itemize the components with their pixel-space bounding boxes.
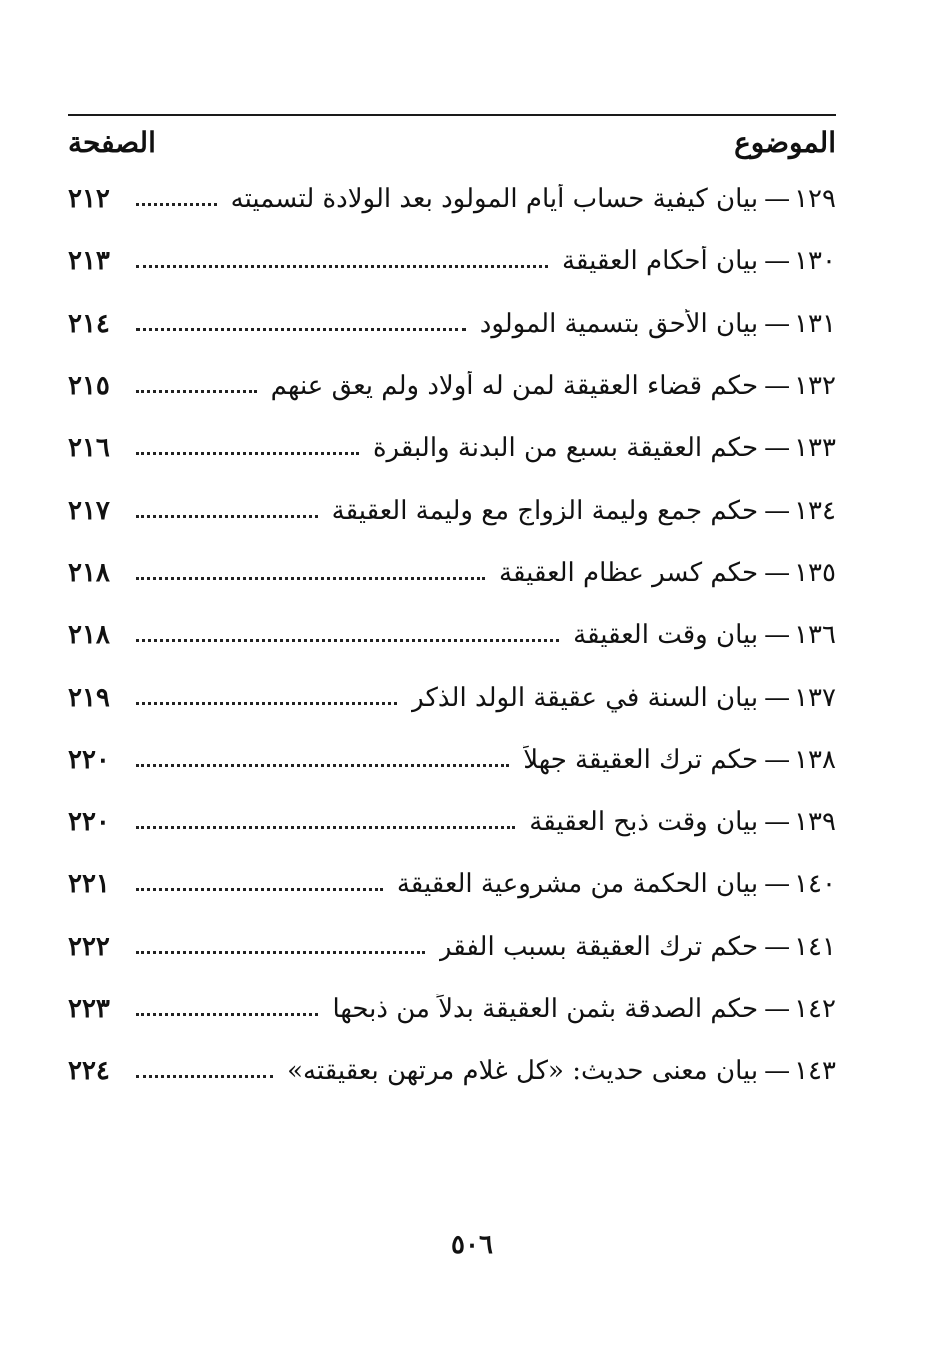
entry-dash: — (764, 495, 791, 526)
entry-page: ٢١٦ (68, 433, 110, 464)
entry-title: بيان معنى حديث: «كل غلام مرتهن بعقيقته» (287, 1056, 759, 1087)
entry-number: ١٣٦ (794, 620, 836, 651)
entry-dash: — (764, 869, 791, 900)
entry-title: بيان وقت العقيقة (573, 620, 759, 651)
toc-header (68, 120, 836, 164)
dot-leader (136, 825, 515, 829)
toc-list (68, 168, 836, 1102)
toc-entry (68, 1040, 836, 1102)
page-number: ٥٠٦ (451, 1230, 493, 1260)
entry-dash: — (764, 433, 791, 464)
dot-leader (136, 327, 466, 331)
entry-number: ١٣٢ (794, 371, 836, 402)
entry-page: ٢١٩ (68, 682, 110, 713)
entry-number: ١٣٧ (794, 682, 836, 713)
entry-title: بيان وقت ذبح العقيقة (529, 807, 759, 838)
entry-dash: — (764, 184, 791, 215)
toc-entry (68, 479, 836, 541)
entry-page: ٢١٧ (68, 495, 110, 526)
entry-number: ١٣١ (794, 308, 836, 339)
toc-entry (68, 791, 836, 853)
entry-dash: — (764, 308, 791, 339)
toc-entry (68, 355, 836, 417)
toc-entry (68, 417, 836, 479)
toc-entry (68, 978, 836, 1040)
toc-entry (68, 666, 836, 728)
entry-number: ١٣٥ (794, 557, 836, 588)
dot-leader (136, 389, 257, 393)
entry-dash: — (764, 246, 791, 277)
entry-number: ١٤١ (794, 931, 836, 962)
entry-number: ١٤٣ (794, 1056, 836, 1087)
dot-leader (136, 1012, 318, 1016)
entry-dash: — (764, 1056, 791, 1087)
entry-page: ٢١٢ (68, 184, 110, 215)
entry-page: ٢٢٠ (68, 744, 110, 775)
entry-dash: — (764, 994, 791, 1024)
entry-dash: — (764, 744, 791, 775)
toc-entry (68, 916, 836, 978)
entry-title: بيان الأحق بتسمية المولود (479, 308, 759, 339)
entry-title: بيان السنة في عقيقة الولد الذكر (411, 682, 759, 713)
toc-entry (68, 729, 836, 791)
topic-column-label: الموضوع (734, 125, 836, 159)
entry-title: حكم الصدقة بثمن العقيقة بدلاً من ذبحها (332, 994, 759, 1024)
entry-page: ٢٢٠ (68, 807, 110, 838)
entry-page: ٢٢٣ (68, 994, 110, 1024)
entry-title: بيان الحكمة من مشروعية العقيقة (396, 869, 759, 900)
entry-number: ١٣٨ (794, 744, 836, 775)
toc-entry (68, 604, 836, 666)
entry-number: ١٢٩ (794, 184, 836, 215)
entry-number: ١٣٣ (794, 433, 836, 464)
entry-dash: — (764, 371, 791, 402)
dot-leader (136, 576, 485, 580)
dot-leader (136, 451, 359, 455)
entry-dash: — (764, 620, 791, 651)
toc-entry (68, 293, 836, 355)
toc-entry (68, 542, 836, 604)
entry-title: بيان أحكام العقيقة (562, 246, 759, 277)
entry-page: ٢٢٢ (68, 931, 110, 962)
entry-dash: — (764, 807, 791, 838)
entry-page: ٢١٤ (68, 308, 110, 339)
top-rule (68, 114, 836, 116)
entry-number: ١٣٩ (794, 807, 836, 838)
entry-number: ١٤٠ (794, 869, 836, 900)
dot-leader (136, 701, 397, 705)
entry-number: ١٣٤ (794, 495, 836, 526)
entry-title: حكم جمع وليمة الزواج مع وليمة العقيقة (331, 495, 759, 526)
entry-dash: — (764, 682, 791, 713)
entry-page: ٢١٨ (68, 620, 110, 651)
dot-leader (136, 763, 509, 767)
entry-title: حكم قضاء العقيقة لمن له أولاد ولم يعق عنهم (270, 371, 759, 402)
entry-dash: — (764, 931, 791, 962)
entry-number: ١٤٢ (794, 994, 836, 1024)
entry-page: ٢٢١ (68, 869, 110, 900)
entry-page: ٢١٥ (68, 371, 110, 402)
toc-entry (68, 230, 836, 292)
entry-number: ١٣٠ (794, 246, 836, 277)
entry-dash: — (764, 557, 791, 588)
dot-leader (136, 202, 217, 206)
dot-leader (136, 264, 548, 268)
page-column-label: الصفحة (68, 125, 156, 159)
dot-leader (136, 514, 318, 518)
dot-leader (136, 638, 559, 642)
dot-leader (136, 1074, 273, 1078)
toc-entry (68, 853, 836, 915)
entry-page: ٢١٨ (68, 557, 110, 588)
entry-title: حكم ترك العقيقة جهلاً (523, 744, 759, 775)
dot-leader (136, 887, 383, 891)
dot-leader (136, 950, 425, 954)
entry-title: حكم كسر عظام العقيقة (499, 557, 759, 588)
entry-page: ٢٢٤ (68, 1056, 110, 1087)
entry-title: بيان كيفية حساب أيام المولود بعد الولادة لتسميته (230, 184, 759, 215)
entry-page: ٢١٣ (68, 246, 110, 277)
entry-title: حكم ترك العقيقة بسبب الفقر (438, 931, 759, 962)
entry-title: حكم العقيقة بسبع من البدنة والبقرة (372, 433, 759, 464)
toc-entry (68, 168, 836, 230)
